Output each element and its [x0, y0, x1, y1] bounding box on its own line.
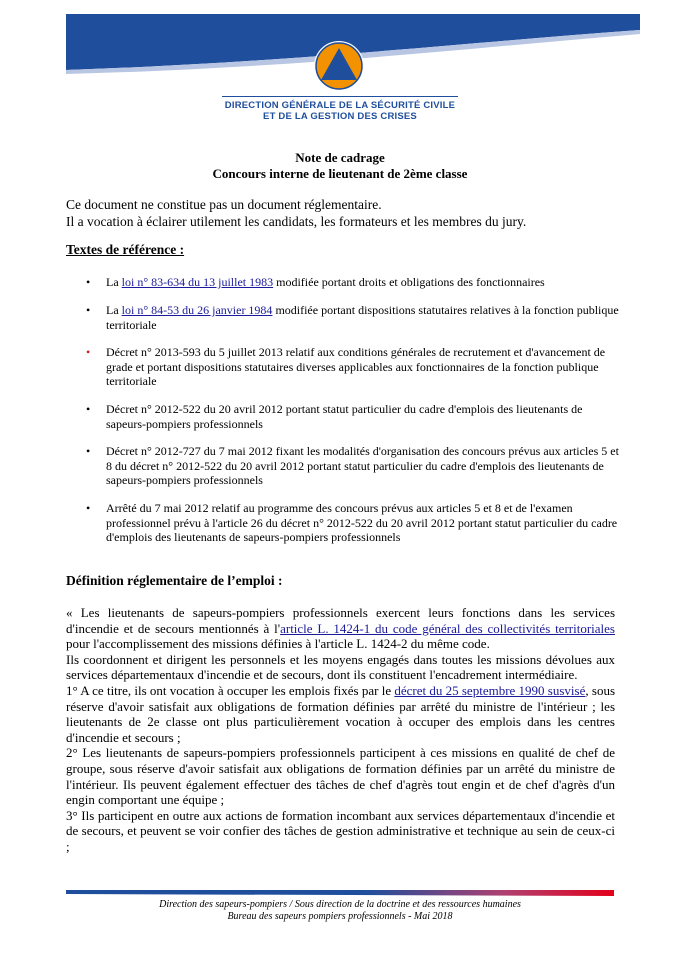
document-title [0, 150, 680, 182]
footer-bar [66, 890, 614, 896]
definition-heading: Définition réglementaire de l’emploi : [66, 573, 283, 588]
definition-paragraph: Ils coordonnent et dirigent les personnels et les moyens engagés dans toutes les missions dévolues aux services départementaux d'incendie et de secours, dont ils constituent l'encadrement intermédiaire. [66, 651, 615, 683]
text: pour l'accomplissement des missions définies à l'article L. 1424-2 du même code. [66, 636, 490, 652]
civil-security-logo [313, 40, 365, 92]
ref-link-loi-83-634[interactable]: loi n° 83-634 du 13 juillet 1983 [121, 275, 274, 289]
reference-item: Décret n° 2013-593 du 5 juillet 2013 relatif aux conditions générales de recrutement et d'avancement de grade et portant dispositions statutaires diverses applicables aux fonctionnaires de la fonction publique territoriale [106, 345, 606, 388]
reference-item [106, 303, 621, 332]
org-line-2: ET DE LA GESTION DES CRISES [263, 111, 417, 122]
intro-line-2: Il a vocation à éclairer utilement les candidats, les formateurs et les membres du jury. [66, 214, 527, 229]
references-heading: Textes de référence : [66, 242, 185, 257]
footer [66, 899, 614, 923]
bullet-icon: • [86, 444, 91, 458]
link-decret-1990[interactable]: décret du 25 septembre 1990 susvisé [394, 682, 586, 698]
definition-paragraph [66, 683, 615, 745]
title-line-1: Note de cadrage [295, 150, 385, 165]
text: « Les lieutenants de sapeurs-pompiers professionnels exercent leurs fonctions dans les services d'incendie et de secours mentionnés à l' [66, 605, 615, 636]
organization-name [200, 100, 480, 122]
reference-item: Décret n° 2012-727 du 7 mai 2012 fixant les modalités d'organisation des concours prévus aux articles 5 et 8 du décret n° 2012-522 du 20 avril 2012 portant statut particulier du cadre d'emplois des lieutenants de sapeurs-pompiers professionnels [106, 444, 619, 487]
reference-item: Décret n° 2012-522 du 20 avril 2012 portant statut particulier du cadre d'emplois des lieutenants de sapeurs-pompiers professionnels [106, 402, 583, 431]
definition-paragraph: 2° Les lieutenants de sapeurs-pompiers professionnels participent à ces missions en qualité de chef de groupe, sous réserve d'avoir satisfait aux obligations de formation définies par un arrêté du ministre de l'intérieur. Ils peuvent également effectuer des tâches de chef d'agrès tout engin et de chef d'agrès d'un engin comportant une équipe ; [66, 745, 615, 808]
text: , sous réserve d'avoir satisfait aux obligations de formation définies par arrêté du ministre de l'intérieur ; les lieutenants de 2e classe ont plus particulièrement vocation à occuper des emplois dans les centres d'incendie et secours ; [66, 682, 615, 745]
definition-paragraph: 3° Ils participent en outre aux actions de formation incombant aux services départementaux d'incendie et de secours, et peuvent se voir confier des tâches de gestion administrative et technique au sein de ceux-ci ; [66, 807, 615, 854]
reference-item [106, 275, 621, 290]
bullet-icon: • [86, 501, 91, 515]
org-divider [222, 96, 458, 97]
ref-prefix: La [106, 275, 122, 289]
definition-paragraph [66, 605, 615, 652]
ref-text: modifiée portant droits et obligations des fonctionnaires [273, 275, 545, 289]
link-article-l1424-1[interactable]: article L. 1424-1 du code général des collectivités territoriales [280, 620, 615, 636]
intro [66, 196, 626, 230]
org-line-1: DIRECTION GÉNÉRALE DE LA SÉCURITÉ CIVILE [224, 100, 456, 111]
title-line-2: Concours interne de lieutenant de 2ème classe [212, 166, 468, 181]
footer-line-1: Direction des sapeurs-pompiers / Sous direction de la doctrine et des ressources humaines [159, 899, 521, 910]
ref-link-loi-84-53[interactable]: loi n° 84-53 du 26 janvier 1984 [121, 303, 273, 317]
intro-line-1: Ce document ne constitue pas un document réglementaire. [66, 197, 382, 212]
ref-text: modifiée portant dispositions statutaires relatives à la fonction publique territoriale [106, 303, 619, 332]
bullet-icon: • [86, 303, 91, 317]
text: 1° A ce titre, ils ont vocation à occuper les emplois fixés par le [66, 682, 395, 698]
ref-prefix: La [106, 303, 122, 317]
bullet-icon: • [86, 275, 91, 289]
footer-line-2: Bureau des sapeurs pompiers professionnels - Mai 2018 [227, 911, 453, 922]
bullet-icon: • [86, 402, 91, 416]
bullet-icon: • [86, 345, 91, 359]
definition-body [66, 605, 615, 855]
reference-item: Arrêté du 7 mai 2012 relatif au programme des concours prévus aux articles 5 et 8 et de l'examen professionnel prévu à l'article 26 du décret n° 2012-522 du 20 avril 2012 portant statut particulier du cadre d'emplois des lieutenants de sapeurs-pompiers professionnels [106, 501, 618, 544]
